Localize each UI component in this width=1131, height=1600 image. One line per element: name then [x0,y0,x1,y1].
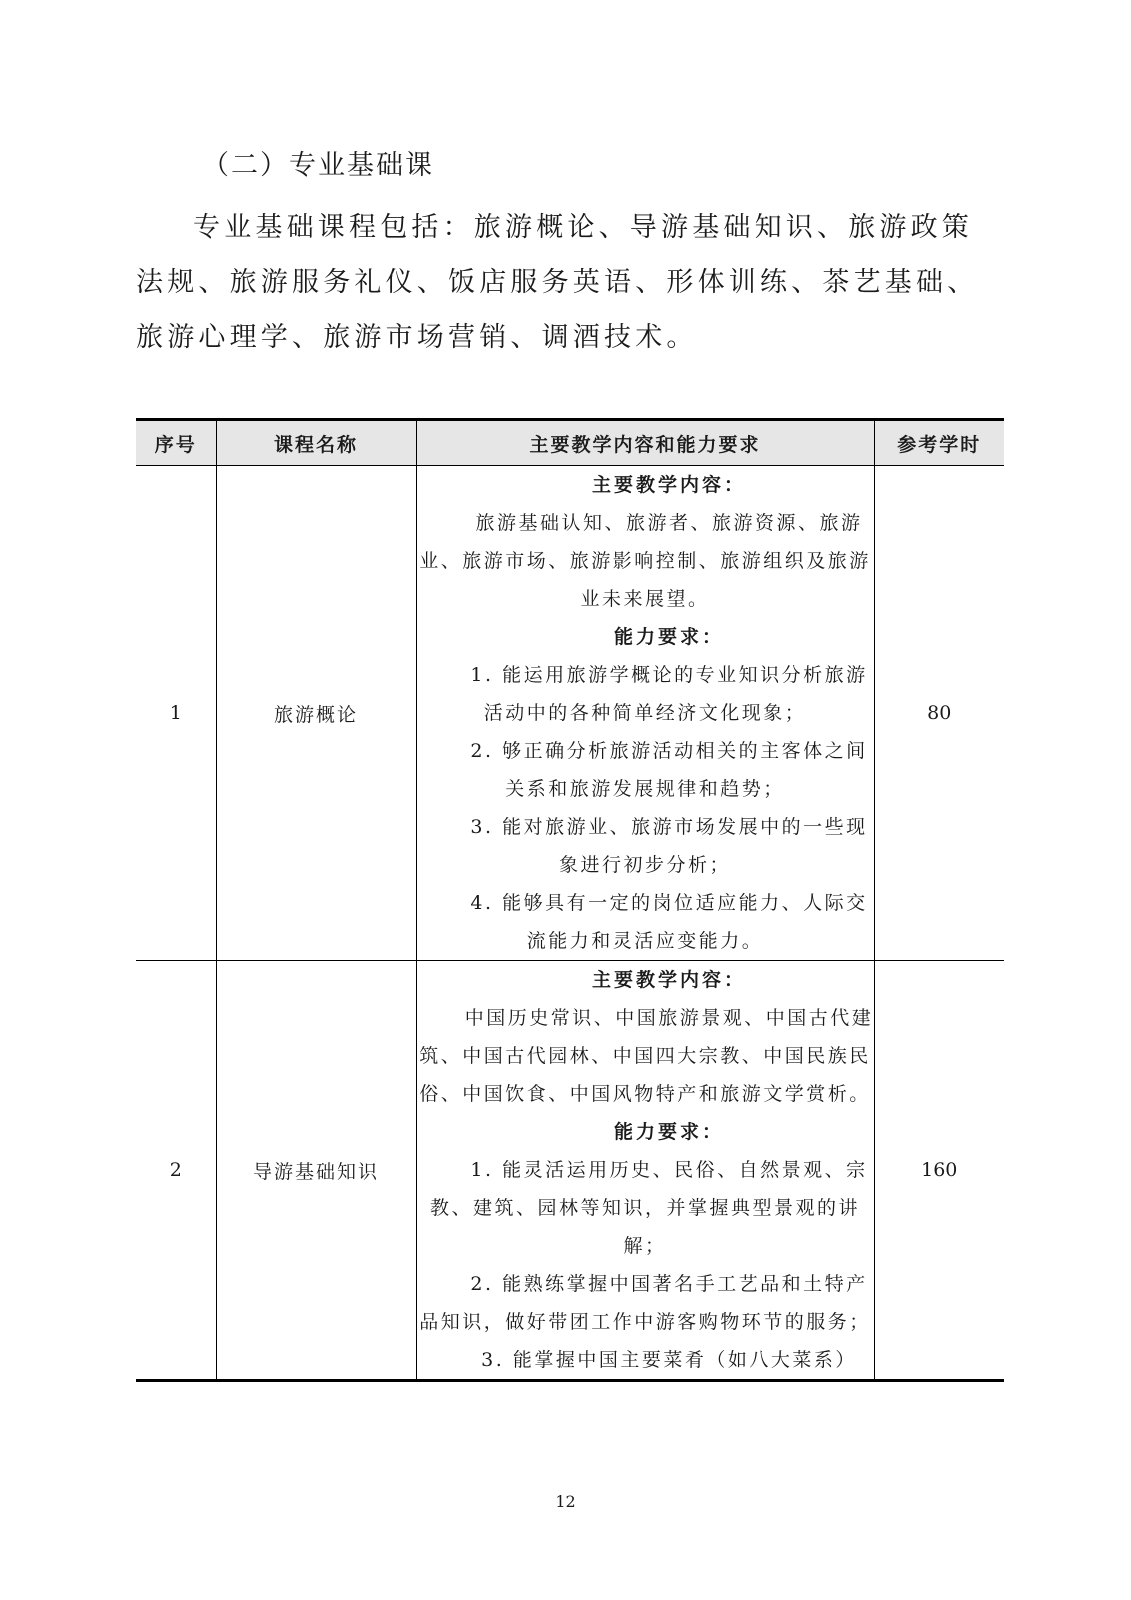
content-text: 中国历史常识、中国旅游景观、中国古代建筑、中国古代园林、中国四大宗教、中国民族民俗、中国饮食、中国风物特产和旅游文学赏析。 [419,1007,874,1105]
content-text: 旅游基础认知、旅游者、旅游资源、旅游业、旅游市场、旅游影响控制、旅游组织及旅游业未来展望。 [419,512,871,610]
header-course-name: 课程名称 [216,420,416,466]
ability-item: 3. 能对旅游业、旅游市场发展中的一些现象进行初步分析； [470,816,868,876]
row-hours: 160 [874,961,1004,1381]
row-no: 1 [136,466,216,961]
header-hours: 参考学时 [874,420,1004,466]
course-table [136,418,1004,1382]
row-hours: 80 [874,466,1004,961]
row-content [416,466,874,961]
ability-title: 能力要求： [613,1121,724,1143]
content-title: 主要教学内容： [591,474,746,496]
page-number: 12 [555,1492,576,1511]
header-content: 主要教学内容和能力要求 [416,420,874,466]
ability-item: 4. 能够具有一定的岗位适应能力、人际交流能力和灵活应变能力。 [470,892,868,952]
ability-item: 1. 能灵活运用历史、民俗、自然景观、宗教、建筑、园林等知识，并掌握典型景观的讲解； [429,1159,868,1257]
row-no: 2 [136,961,216,1381]
header-no: 序号 [136,420,216,466]
content-title: 主要教学内容： [591,969,746,991]
intro-paragraph: 专业基础课程包括：旅游概论、导游基础知识、旅游政策法规、旅游服务礼仪、饭店服务英语、形体训练、茶艺基础、旅游心理学、旅游市场营销、调酒技术。 [136,212,979,353]
ability-item: 2. 够正确分析旅游活动相关的主客体之间关系和旅游发展规律和趋势； [470,740,868,800]
row-content [416,961,874,1381]
ability-item: 2. 能熟练掌握中国著名手工艺品和土特产品知识，做好带团工作中游客购物环节的服务； [419,1273,871,1333]
ability-title: 能力要求： [613,626,724,648]
row-course-name: 旅游概论 [216,466,416,961]
section-heading: （二）专业基础课 [202,150,434,181]
ability-item: 1. 能运用旅游学概论的专业知识分析旅游活动中的各种简单经济文化现象； [470,664,868,724]
row-course-name: 导游基础知识 [216,961,416,1381]
table-header-row [136,420,1004,466]
table-row [136,466,1004,961]
table-row [136,961,1004,1381]
ability-item: 3. 能掌握中国主要菜肴（如八大菜系） [481,1349,857,1371]
